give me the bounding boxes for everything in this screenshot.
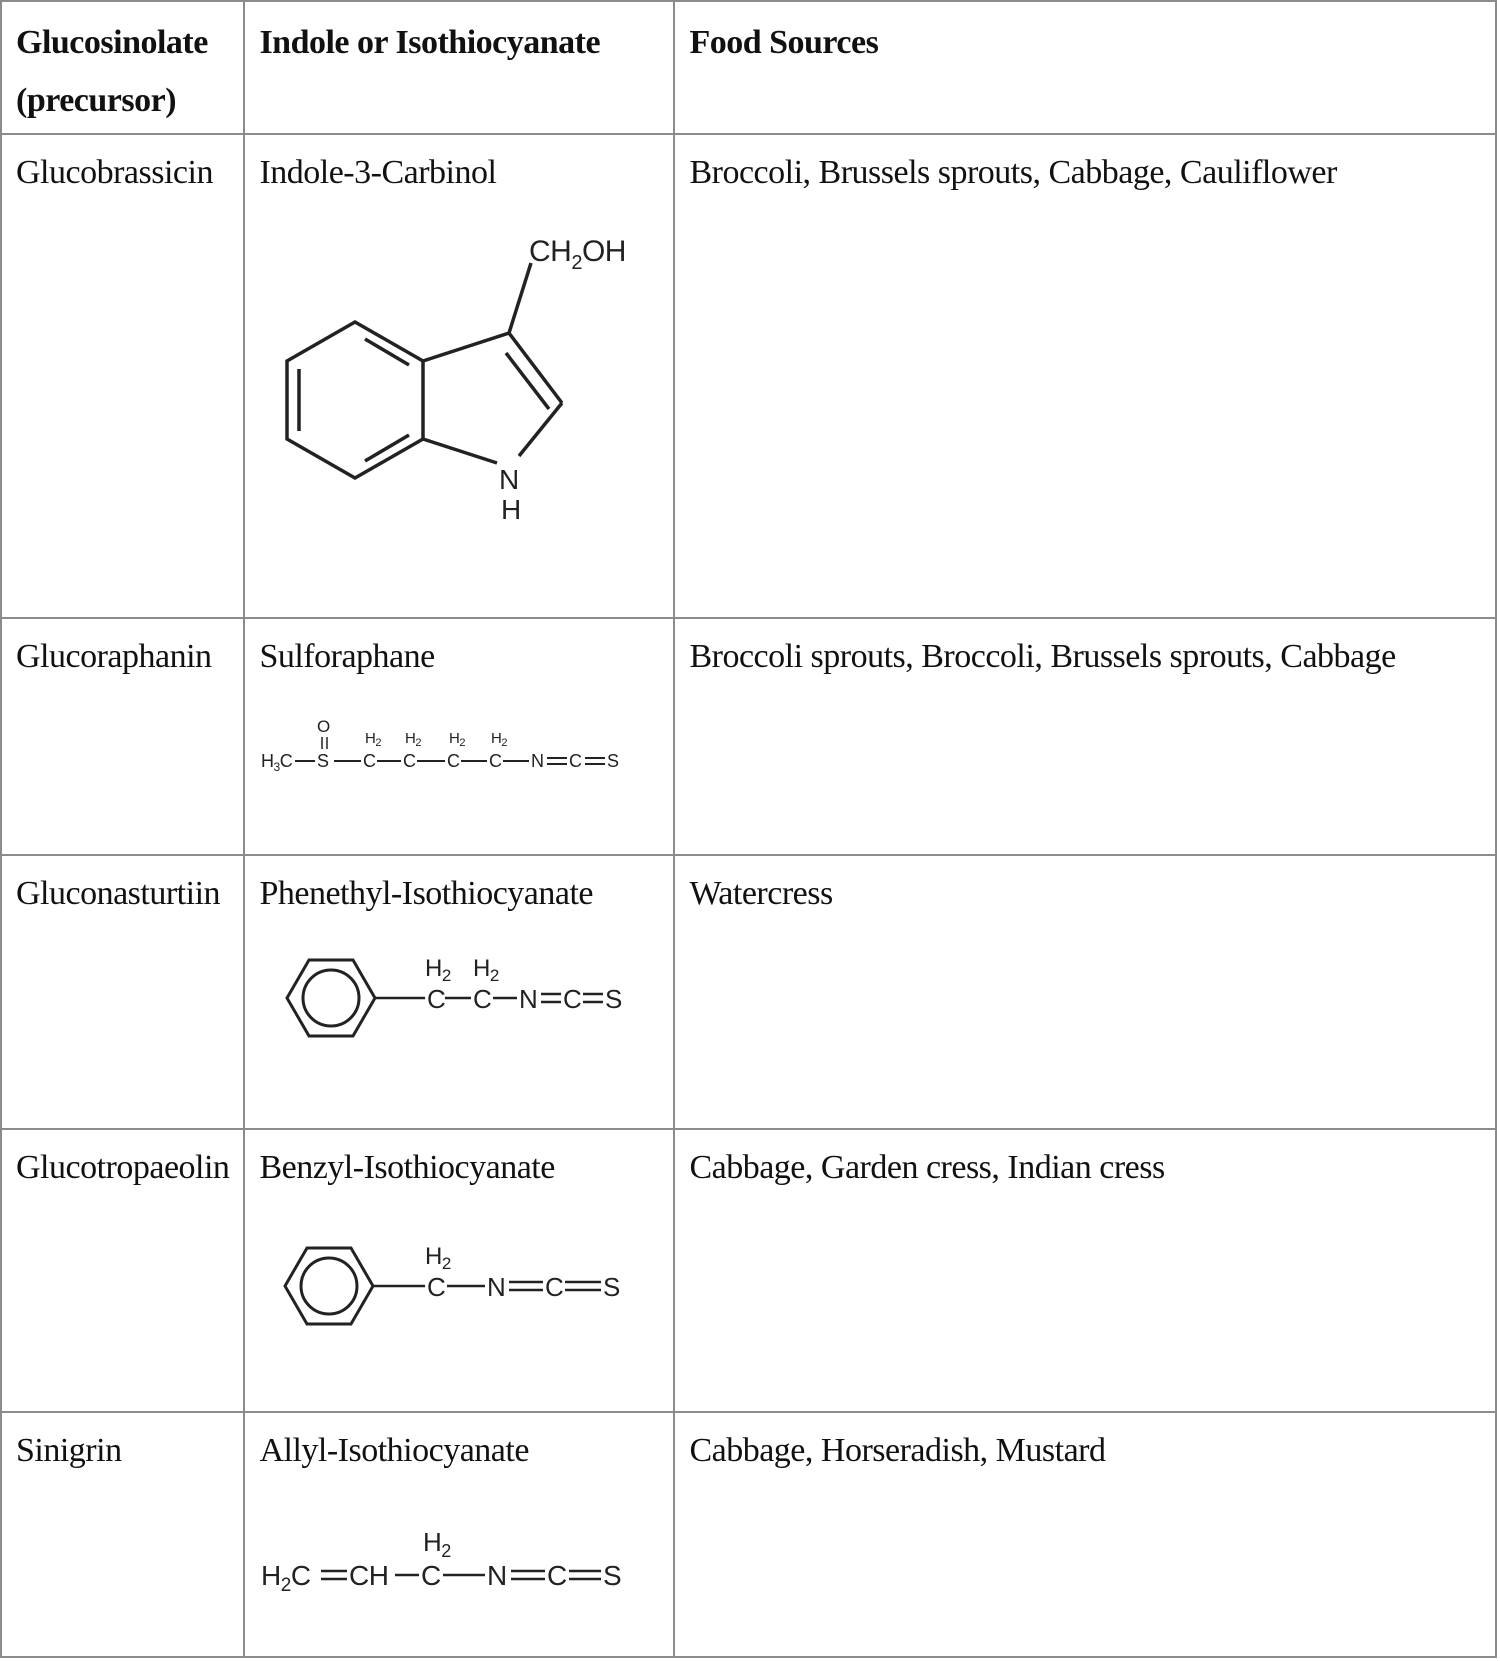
benzyl-isothiocyanate-structure xyxy=(259,1188,659,1338)
svg-text:H2: $H_2$ xyxy=(449,730,466,749)
food-sources-cell: Broccoli sprouts, Broccoli, Brussels sprouts, Cabbage xyxy=(674,618,1496,855)
svg-text:C: C xyxy=(569,751,582,771)
header-food-sources: Food Sources xyxy=(674,1,1496,134)
precursor-cell: Sinigrin xyxy=(1,1412,244,1657)
svg-text:N: N xyxy=(531,751,544,771)
svg-text:H2: $H_2$ xyxy=(425,1243,452,1273)
table-row xyxy=(1,1129,1496,1412)
header-row xyxy=(1,1,1496,134)
svg-text:N: N xyxy=(519,984,538,1014)
precursor-cell: Glucobrassicin xyxy=(1,134,244,618)
product-cell xyxy=(244,1129,674,1412)
table-row xyxy=(1,134,1496,618)
svg-text:C: C xyxy=(427,984,446,1014)
sulforaphane-structure xyxy=(259,677,659,797)
svg-text:C: C xyxy=(545,1272,564,1302)
svg-text:CH: CH xyxy=(349,1560,389,1591)
svg-text:C: C xyxy=(421,1560,442,1591)
product-name: Phenethyl-Isothiocyanate xyxy=(259,875,593,912)
product-name: Indole-3-Carbinol xyxy=(259,154,497,191)
svg-text:H2: $H_2$ xyxy=(425,955,452,985)
svg-text:H2: $H_2$ xyxy=(405,730,422,749)
svg-text:H2: $H_2$ xyxy=(473,955,500,985)
svg-text:N: N xyxy=(487,1560,508,1591)
svg-text:C: C xyxy=(403,751,416,771)
precursor-cell: Glucotropaeolin xyxy=(1,1129,244,1412)
food-sources-cell: Cabbage, Horseradish, Mustard xyxy=(674,1412,1496,1657)
product-cell xyxy=(244,134,674,618)
table-row xyxy=(1,1412,1496,1657)
ch2-unit xyxy=(489,730,507,771)
product-name: Sulforaphane xyxy=(259,638,435,675)
svg-text:S: S xyxy=(603,1272,621,1302)
svg-text:S: S xyxy=(603,1560,622,1591)
svg-text:C: C xyxy=(427,1272,446,1302)
phenethyl-isothiocyanate-structure xyxy=(259,914,659,1064)
product-name: Allyl-Isothiocyanate xyxy=(259,1432,529,1469)
svg-text:C: C xyxy=(547,1560,568,1591)
svg-text:O: O xyxy=(317,717,331,736)
ch2oh-label: $CH_2OH$ xyxy=(529,235,627,274)
ch2-unit xyxy=(403,730,421,771)
h-label: H xyxy=(501,494,522,525)
indole-3-carbinol-structure xyxy=(259,193,659,593)
svg-text:H2: $H_2$ xyxy=(491,730,508,749)
svg-text:C: C xyxy=(363,751,376,771)
precursor-cell: Gluconasturtiin xyxy=(1,855,244,1129)
n-label: N xyxy=(499,464,520,495)
svg-text:H2C: $H_2C$ xyxy=(261,1560,311,1596)
product-cell xyxy=(244,618,674,855)
header-product: Indole or Isothiocyanate xyxy=(244,1,674,134)
svg-text:C: C xyxy=(563,984,582,1014)
benzene-ring xyxy=(287,322,423,478)
svg-text:C: C xyxy=(489,751,502,771)
food-sources-cell: Cabbage, Garden cress, Indian cress xyxy=(674,1129,1496,1412)
table-row xyxy=(1,855,1496,1129)
precursor-cell: Glucoraphanin xyxy=(1,618,244,855)
svg-text:S: S xyxy=(317,751,329,771)
svg-text:S: S xyxy=(607,751,619,771)
product-name: Benzyl-Isothiocyanate xyxy=(259,1149,555,1186)
product-cell xyxy=(244,855,674,1129)
ch2-unit xyxy=(363,730,381,771)
allyl-isothiocyanate-structure xyxy=(259,1471,659,1631)
svg-text:C: C xyxy=(473,984,492,1014)
food-sources-cell: Broccoli, Brussels sprouts, Cabbage, Cauliflower xyxy=(674,134,1496,618)
product-cell xyxy=(244,1412,674,1657)
svg-text:H3C: $H_3C$ xyxy=(261,751,293,774)
header-precursor: Glucosinolate (precursor) xyxy=(1,1,244,134)
table-row xyxy=(1,618,1496,855)
svg-text:N: N xyxy=(487,1272,506,1302)
food-sources-cell: Watercress xyxy=(674,855,1496,1129)
svg-text:S: S xyxy=(605,984,623,1014)
svg-text:C: C xyxy=(447,751,460,771)
ch2-unit xyxy=(447,730,465,771)
svg-text:H2: $H_2$ xyxy=(423,1527,452,1561)
svg-text:H2: $H_2$ xyxy=(365,730,382,749)
